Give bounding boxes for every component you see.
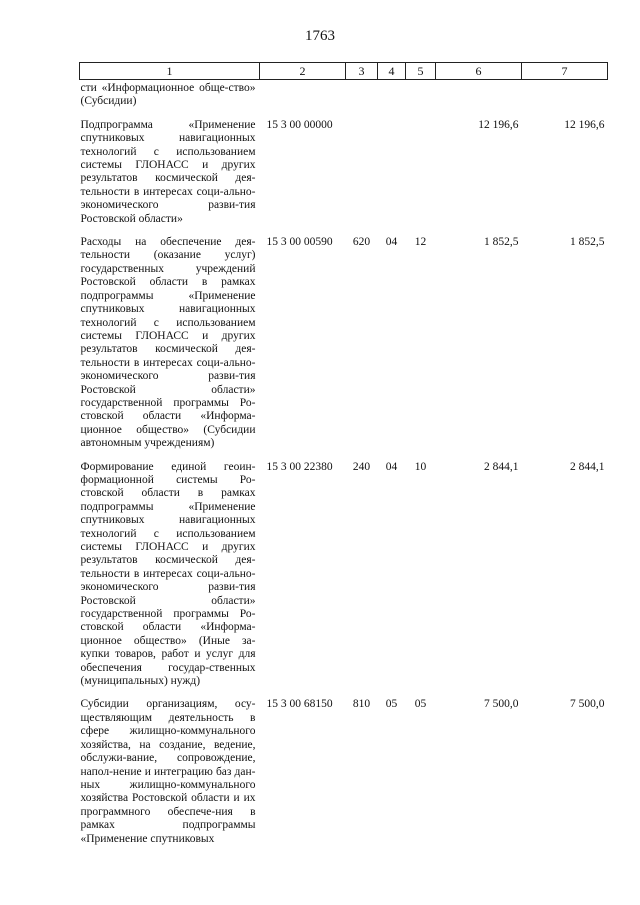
table-row [80,109,608,226]
subsection-code [406,80,436,109]
section-code: 05 [385,698,398,711]
expense-type [346,109,378,226]
amount-col6: 1 852,5 [484,236,519,249]
amount-col6: 7 500,0 [484,698,519,711]
column-header: 1 [80,63,260,80]
section-code [378,80,406,109]
expense-type [346,80,378,109]
row-description: сти «Информационное обще-ство» (Субсидии) [80,82,256,108]
amount-col7: 2 844,1 [570,460,605,473]
target-code: 15 3 00 00000 [266,118,333,131]
amount-col7 [522,80,608,109]
target-code: 15 3 00 00590 [266,236,333,249]
amount-col7: 1 852,5 [570,236,605,249]
target-code: 15 3 00 68150 [266,698,333,711]
expense-type: 620 [352,236,371,249]
subsection-code: 12 [414,236,427,249]
column-header: 5 [406,63,436,80]
table-row [80,688,608,845]
amount-col6: 12 196,6 [478,118,519,131]
subsection-code: 10 [414,460,427,473]
target-code: 15 3 00 22380 [266,460,333,473]
column-header: 3 [346,63,378,80]
page-number: 1763 [305,28,335,44]
section-code [378,109,406,226]
amount-col7: 12 196,6 [564,118,605,131]
row-description: Формирование единой геоин-формационной системы Ро-стовской области в рамках подпрограммы «Применение спутниковых навигационных технологий с использованием системы ГЛОНАСС и других результатов космической дея-тельности в интересах соци-ально-экономического разви-тия Ростовской области» государственной программы Ро-стовской области «Информа-ционное общество» (Иные за-купки товаров, работ и услуг для обеспечения государ-ственных (муниципальных) нужд) [80,460,256,688]
row-description: Подпрограмма «Применение спутниковых навигационных технологий с использованием системы ГЛОНАСС и других результатов космической дея-тельности в интересах соци-ально-экономического разви-тия Ростовской области» [80,118,256,225]
table-row [80,451,608,689]
subsection-code [406,109,436,226]
expense-type: 240 [352,460,371,473]
amount-col7: 7 500,0 [570,698,605,711]
column-header: 4 [378,63,406,80]
column-header: 2 [260,63,346,80]
column-header: 6 [436,63,522,80]
table-row [80,80,608,109]
row-description: Расходы на обеспечение дея-тельности (оказание услуг) государственных учреждений Ростовской области в рамках подпрограммы «Применение спутниковых навигационных технологий с использованием системы ГЛОНАСС и других результатов космической дея-тельности в интересах соци-ально-экономического разви-тия Ростовской области» государственной программы Ро-стовской области «Информа-ционное общество» (Субсидии автономным учреждениям) [80,236,256,450]
row-description: Субсидии организациям, осу-ществляющим деятельность в сфере жилищно-коммунального хозяйства, на создание, ведение, обслужи-вание, сопровождение, напол-нение и интеграцию баз дан-ных жилищно-коммунального хозяйства Ростовской области и их программного обеспече-ния в рамках подпрограммы «Применение спутниковых [80,698,256,845]
section-code: 04 [385,460,398,473]
subsection-code: 05 [414,698,427,711]
column-header: 7 [522,63,608,80]
amount-col6 [436,80,522,109]
target-code [260,80,346,109]
table-row [80,226,608,451]
budget-table [79,62,608,846]
expense-type: 810 [352,698,371,711]
header-row [80,63,608,80]
section-code: 04 [385,236,398,249]
amount-col6: 2 844,1 [484,460,519,473]
